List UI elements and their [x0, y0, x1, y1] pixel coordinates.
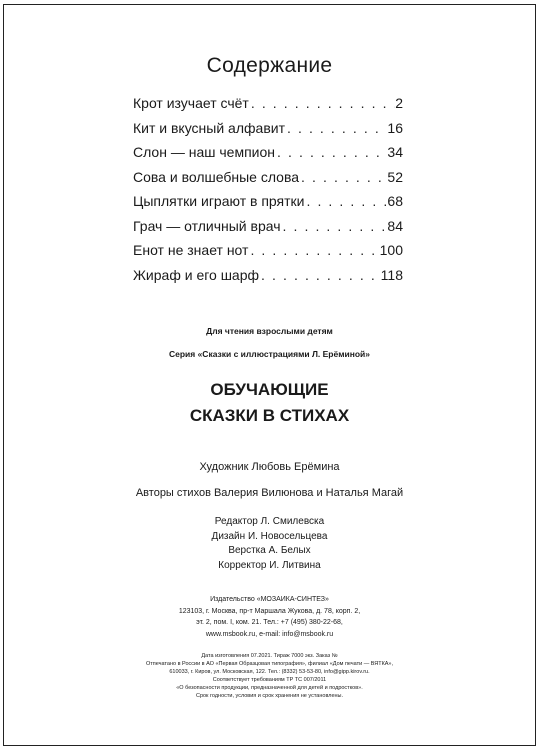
- publisher-info: [4, 594, 535, 640]
- staff-credits: [4, 515, 535, 573]
- toc-entry-title: Грач — отличный врач: [133, 217, 281, 234]
- toc-leader-dots: [285, 120, 387, 136]
- imprint-line: Отпечатано в России в АО «Первая Образцовая типография», филиал «Дом печати — ВЯТКА»,: [145, 661, 394, 667]
- toc-entry-page: 68: [387, 193, 403, 209]
- toc-entry-title: Кит и вкусный алфавит: [133, 119, 285, 136]
- proofreader-credit: Корректор И. Литвина: [218, 559, 321, 571]
- authors-credit: Авторы стихов Валерия Вилюнова и Наталья Магай: [135, 487, 404, 499]
- imprint-line: 610033, г. Киров, ул. Московская, 122. Тел.: (8332) 53-53-80, info@gipp.kirov.ru.: [169, 669, 370, 675]
- toc-entry-page: 34: [387, 144, 403, 160]
- book-title-line-2: СКАЗКИ В СТИХАХ: [189, 406, 350, 425]
- toc-entry-title: Сова и волшебные слова: [133, 168, 300, 185]
- toc-entry-title: Цыплятки играют в прятки: [133, 193, 305, 209]
- toc-leader-dots: [259, 267, 381, 283]
- toc-leader-dots: [275, 144, 387, 160]
- imprint-line: Срок годности, условия и срок хранения не установлены.: [195, 693, 344, 699]
- layout-credit: Верстка А. Белых: [228, 545, 311, 556]
- book-page: [3, 4, 536, 746]
- toc-entry[interactable]: [133, 267, 403, 292]
- publisher-web: www.msbook.ru, e-mail: info@msbook.ru: [205, 630, 334, 638]
- publisher-address-phone: эт. 2, пом. I, ком. 21. Тел.: +7 (495) 380-22-68,: [196, 619, 343, 626]
- book-title-line-1: ОБУЧАЮЩИЕ: [210, 380, 329, 399]
- book-title: [4, 377, 535, 429]
- toc-entry-title: Жираф и его шарф: [133, 266, 260, 283]
- toc-entry-page: 84: [387, 217, 403, 234]
- toc-entry[interactable]: [133, 218, 403, 243]
- toc-entry-page: 118: [380, 266, 403, 283]
- toc-leader-dots: [249, 95, 395, 111]
- toc-entry-page: 52: [387, 168, 403, 185]
- imprint-line: Дата изготовления 07.2021. Тираж 7000 экз. Заказ №: [201, 653, 338, 659]
- table-of-contents: [133, 95, 403, 291]
- toc-entry-page: 2: [395, 95, 403, 111]
- age-note: Для чтения взрослыми детям: [206, 326, 333, 336]
- toc-title: Содержание: [206, 54, 333, 77]
- toc-entry-title: Енот не знает нот: [133, 242, 249, 258]
- toc-entry[interactable]: [133, 193, 403, 218]
- artist-credit: Художник Любовь Ерёмина: [199, 461, 340, 473]
- toc-leader-dots: [281, 218, 388, 234]
- toc-leader-dots: [304, 193, 387, 209]
- imprint-line: Соответствует требованиям ТР ТС 007/2011: [212, 677, 327, 683]
- toc-entry[interactable]: [133, 120, 403, 145]
- design-credit: Дизайн И. Новосельцева: [211, 530, 328, 542]
- toc-entry[interactable]: [133, 95, 403, 120]
- editor-credit: Редактор Л. Смилевска: [214, 516, 325, 527]
- toc-entry[interactable]: [133, 169, 403, 194]
- toc-leader-dots: [299, 169, 387, 185]
- toc-entry[interactable]: [133, 144, 403, 169]
- imprint-line: «О безопасности продукции, предназначенной для детей и подростков».: [176, 685, 363, 691]
- toc-leader-dots: [248, 242, 379, 258]
- toc-entry[interactable]: [133, 242, 403, 267]
- toc-entry-title: Крот изучает счёт: [133, 95, 249, 111]
- toc-entry-page: 100: [379, 242, 403, 258]
- toc-entry-title: Слон — наш чемпион: [133, 144, 275, 160]
- publisher-address: 123103, г. Москва, пр-т Маршала Жукова, д. 78, корп. 2,: [178, 607, 361, 615]
- imprint-info: [4, 652, 535, 700]
- toc-entry-page: 16: [387, 119, 403, 136]
- publisher-name: Издательство «МОЗАИКА-СИНТЕЗ»: [210, 596, 329, 603]
- series-name: Серия «Сказки с иллюстрациями Л. Ерёминой»: [168, 349, 371, 359]
